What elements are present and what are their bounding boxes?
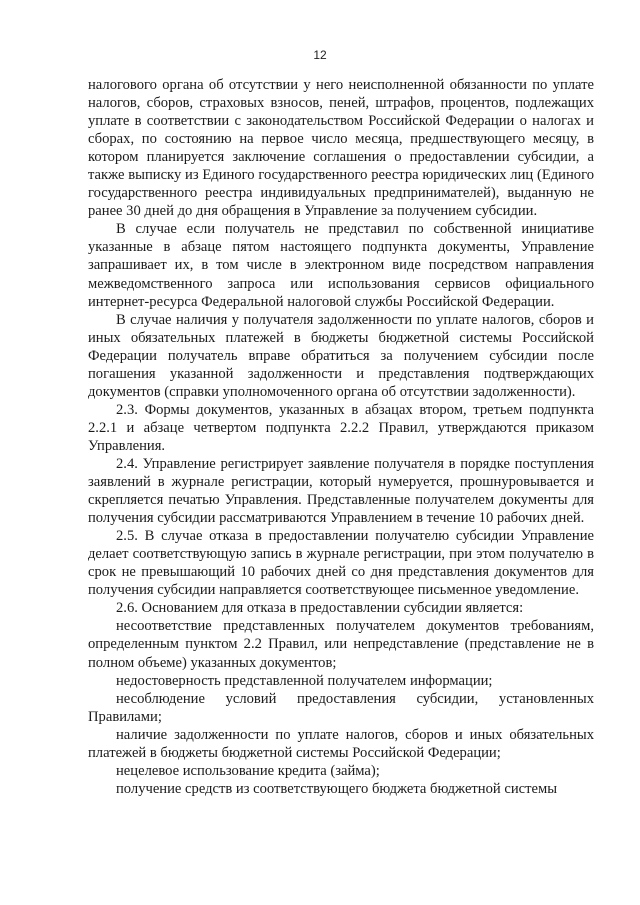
list-item-nonconformity: несоответствие представленных получателем документов требованиям, определенным пунктом 2.2 Правил, или непредставление (представление не в полном объеме) указанных документов; xyxy=(88,618,594,671)
page-number: 12 xyxy=(313,48,327,62)
list-item-misuse-of-loan: нецелевое использование кредита (займа); xyxy=(116,762,380,779)
paragraph-request-documents: В случае если получатель не представил по собственной инициативе указанные в абзаце пятом настоящего подпункта документы, Управление запрашивает их, в том числе в электронном виде посредством направления межведомственного запроса или использования сервисов официального интернет-ресурса Федеральной налоговой службы Российской Федерации. xyxy=(88,221,594,310)
paragraph-2-3: 2.3. Формы документов, указанных в абзацах втором, третьем подпункта 2.2.1 и абзаце четвертом подпункта 2.2.2 Правил, утверждаются приказом Управления. xyxy=(88,401,594,454)
paragraph-2-6: 2.6. Основанием для отказа в предоставлении субсидии является: xyxy=(116,600,524,617)
paragraph-continuation: налогового органа об отсутствии у него неисполненной обязанности по уплате налогов, сборов, страховых взносов, пеней, штрафов, процентов, подлежащих уплате в соответствии с законодательством Российской Федерации о налогах и сборах, по состоянию на первое число месяца, предшествующего месяцу, в котором планируется заключение соглашения о предоставлении субсидии, а также выписку из Единого государственного реестра юридических лиц (Единого государственного реестра индивидуальных предпринимателей), выданную не ранее 30 дней до дня обращения в Управление за получением субсидии. xyxy=(88,77,594,220)
list-item-budget-funds: получение средств из соответствующего бюджета бюджетной системы xyxy=(116,780,558,797)
list-item-unreliable-info: недостоверность представленной получателем информации; xyxy=(116,672,493,689)
paragraph-2-4: 2.4. Управление регистрирует заявление получателя в порядке поступления заявлений в журнале регистрации, который нумеруется, прошнуровывается и скрепляется печатью Управления. Представленные получателем документы для получения субсидии рассматриваются Управлением в течение 10 рабочих дней. xyxy=(88,455,594,527)
paragraph-2-5: 2.5. В случае отказа в предоставлении получателю субсидии Управление делает соответствующую запись в журнале регистрации, при этом получателю в срок не превышающий 10 рабочих дней со дня представления документов для получения субсидии направляется соответствующее письменное уведомление. xyxy=(88,528,594,599)
paragraph-debt-case: В случае наличия у получателя задолженности по уплате налогов, сборов и иных обязательных платежей в бюджеты бюджетной системы Российской Федерации получатель вправе обратиться за получением субсидии после погашения указанной задолженности и представления подтверждающих документов (справки уполномоченного органа об отсутствии задолженности). xyxy=(88,311,594,400)
list-item-noncompliance: несоблюдение условий предоставления субсидии, установленных Правилами; xyxy=(88,690,594,725)
document-body xyxy=(88,76,594,798)
list-item-tax-debt: наличие задолженности по уплате налогов, сборов и иных обязательных платежей в бюджеты бюджетной системы Российской Федерации; xyxy=(88,726,594,761)
